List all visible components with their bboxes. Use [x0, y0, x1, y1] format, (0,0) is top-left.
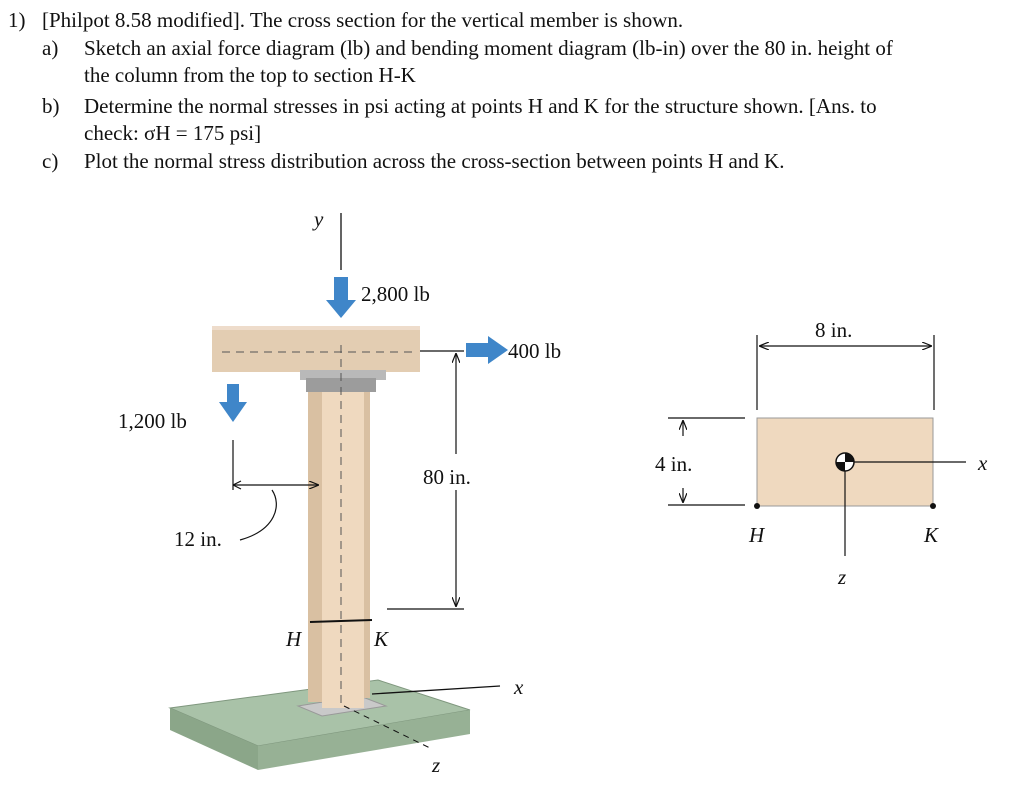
part-b-line1: Determine the normal stresses in psi acting at points H and K for the structure shown. [Ans. to [84, 94, 877, 118]
base-z-label: z [432, 753, 441, 777]
load-1200-label: 1,200 lb [118, 409, 187, 433]
height-label: 80 in. [423, 465, 471, 489]
section-figure [655, 318, 988, 589]
part-a-line1: Sketch an axial force diagram (lb) and bending moment diagram (lb-in) over the 80 in. height of [84, 36, 893, 60]
column-figure [118, 207, 561, 777]
section-x-label: x [978, 451, 988, 475]
problem-number: 1) [8, 8, 26, 32]
column-point-h: H [286, 627, 302, 651]
section-point-k: K [924, 523, 939, 547]
part-c-label: c) [42, 149, 59, 173]
width-dimension-label: 8 in. [815, 318, 853, 342]
part-b-line2: check: σH = 175 psi] [84, 121, 262, 145]
part-b-label: b) [42, 94, 60, 118]
load-2800-arrow [326, 277, 356, 318]
base-x-label: x [514, 675, 524, 699]
part-c-line1: Plot the normal stress distribution across the cross-section between points H and K. [84, 149, 785, 173]
cap-beam [212, 326, 420, 392]
load-400-label: 400 lb [508, 339, 562, 363]
eccentricity-label: 12 in. [174, 527, 222, 551]
section-point-k-dot [930, 503, 936, 509]
depth-dimension-label: 4 in. [655, 452, 693, 476]
load-2800-label: 2,800 lb [361, 282, 430, 306]
part-a-line2: the column from the top to section H-K [84, 63, 416, 87]
eccentricity-dimension [233, 440, 318, 540]
section-point-h-dot [754, 503, 760, 509]
load-400-arrow [466, 336, 508, 364]
problem-title: [Philpot 8.58 modified]. The cross section for the vertical member is shown. [42, 8, 684, 32]
column [308, 372, 370, 708]
column-point-k: K [374, 627, 389, 651]
y-axis-label: y [314, 207, 324, 231]
section-z-label: z [838, 565, 847, 589]
part-a-label: a) [42, 36, 59, 60]
section-point-h: H [749, 523, 765, 547]
centroid-icon [836, 453, 854, 471]
load-1200-arrow [219, 384, 247, 422]
